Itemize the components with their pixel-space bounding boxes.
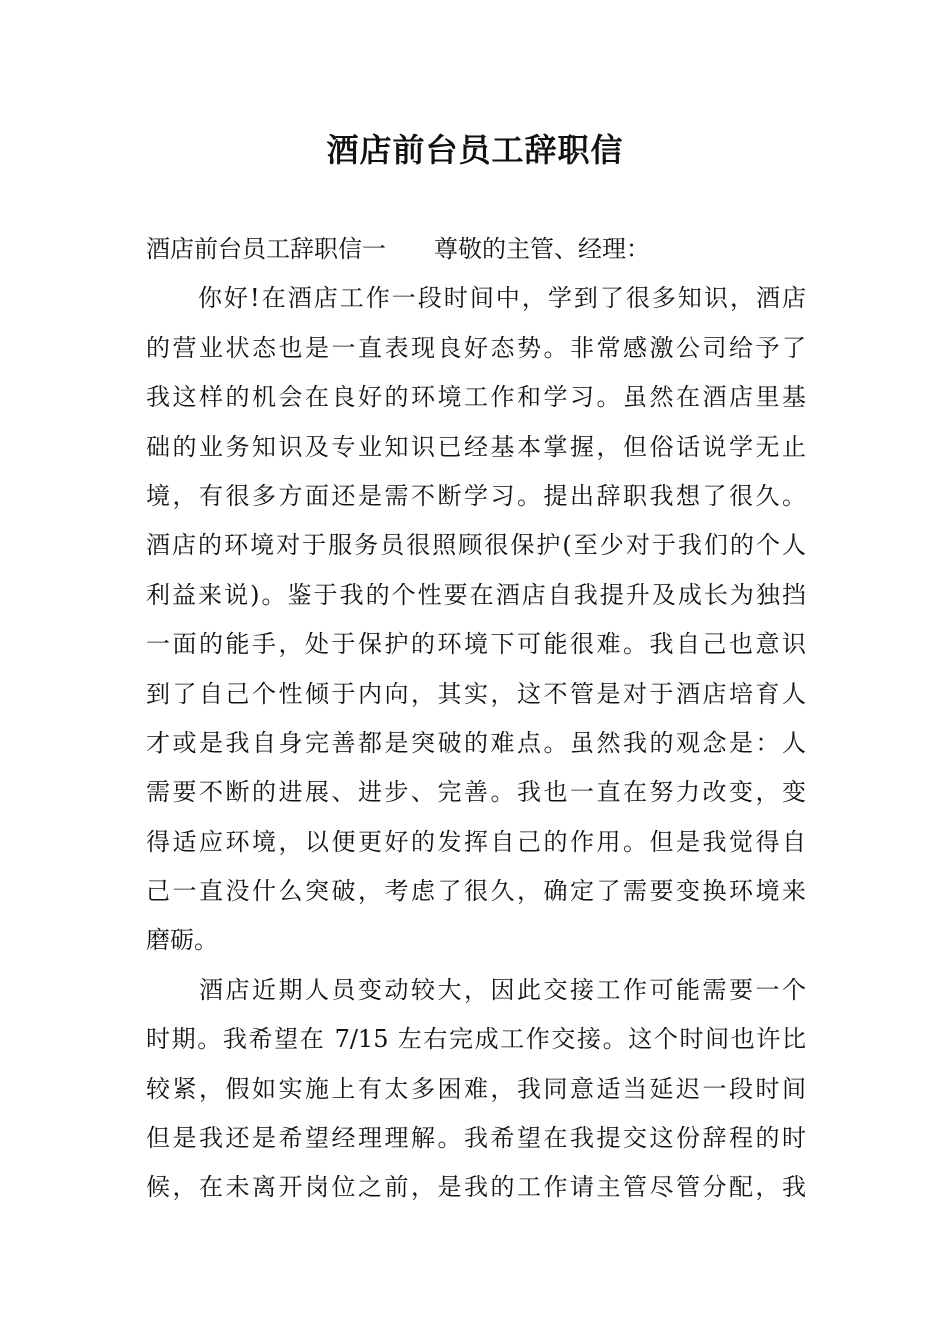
- body-line: 磨砺。: [146, 926, 218, 955]
- body-line: 我这样的机会在良好的环境工作和学习。虽然在酒店里基: [146, 383, 806, 412]
- body-line: 较紧，假如实施上有太多困难，我同意适当延迟一段时间: [146, 1074, 806, 1103]
- body-line: 到了自己个性倾于内向，其实，这不管是对于酒店培育人: [146, 679, 806, 708]
- body-line: 境，有很多方面还是需不断学习。提出辞职我想了很久。: [146, 481, 806, 510]
- body-line: 得适应环境，以便更好的发挥自己的作用。但是我觉得自: [146, 827, 806, 856]
- body-line: 但是我还是希望经理理解。我希望在我提交这份辞程的时: [146, 1124, 806, 1153]
- body-line: 才或是我自身完善都是突破的难点。虽然我的观念是：人: [146, 728, 806, 757]
- body-line: 酒店近期人员变动较大，因此交接工作可能需要一个: [146, 975, 806, 1004]
- body-line: 己一直没什么突破，考虑了很久，确定了需要变换环境来: [146, 877, 806, 906]
- body-line: 需要不断的进展、进步、完善。我也一直在努力改变，变: [146, 778, 806, 807]
- body-line: 础的业务知识及专业知识已经基本掌握，但俗话说学无止: [146, 432, 806, 461]
- body-line: 你好!在酒店工作一段时间中，学到了很多知识，酒店: [146, 284, 806, 313]
- body-line: 酒店前台员工辞职信一 尊敬的主管、经理：: [146, 235, 650, 263]
- document-body: [146, 225, 806, 1213]
- body-line: 一面的能手，处于保护的环境下可能很难。我自己也意识: [146, 630, 806, 659]
- body-line: 候，在未离开岗位之前，是我的工作请主管尽管分配，我: [146, 1173, 806, 1202]
- body-line: 酒店的环境对于服务员很照顾很保护(至少对于我们的个人: [146, 531, 806, 560]
- body-line: 时期。我希望在 7/15 左右完成工作交接。这个时间也许比: [146, 1025, 806, 1054]
- document-title: 酒店前台员工辞职信: [326, 131, 624, 169]
- body-line: 利益来说)。鉴于我的个性要在酒店自我提升及成长为独挡: [146, 580, 806, 609]
- body-line: 的营业状态也是一直表现良好态势。非常感激公司给予了: [146, 333, 806, 362]
